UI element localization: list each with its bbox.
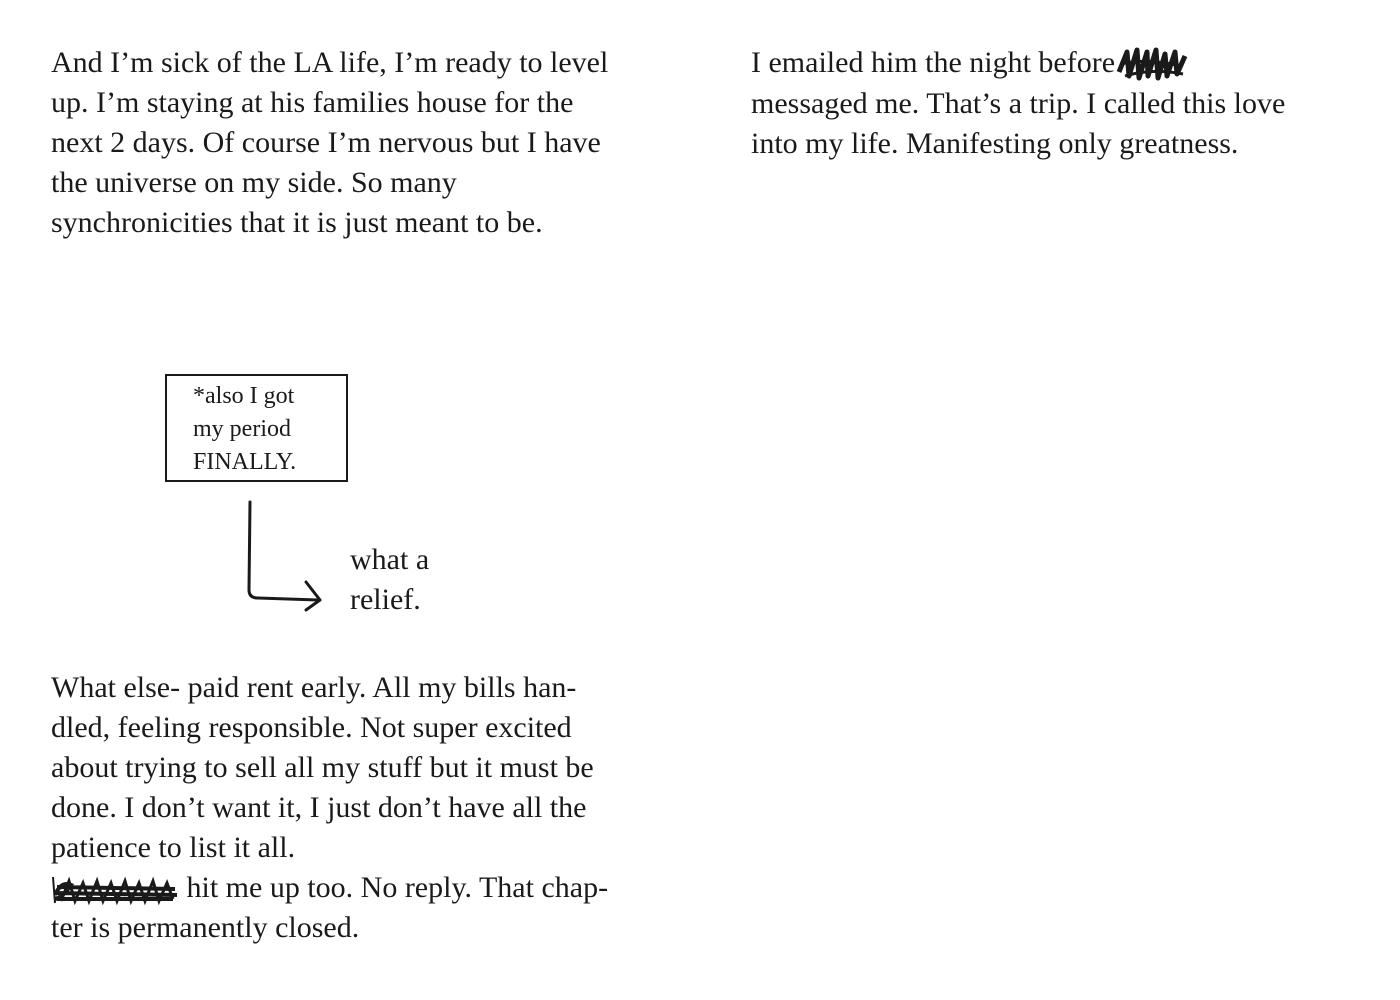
paragraph-la-life — [51, 43, 671, 243]
scribbled-out-word-icon — [1115, 46, 1189, 84]
text-segment: I emailed him the night before — [751, 46, 1116, 79]
text-line: the universe on my side. So many — [51, 166, 457, 199]
note-line: FINALLY. — [193, 449, 297, 475]
text-line: about trying to sell all my stuff but it must be — [51, 751, 594, 784]
text-line: done. I don’t want it, I just don’t have all the — [51, 791, 587, 824]
text-line: synchronicities that it is just meant to be. — [51, 206, 543, 239]
note-line: my period — [193, 416, 291, 442]
text-line: And I’m sick of the LA life, I’m ready to level — [51, 46, 609, 79]
text-line: What else- paid rent early. All my bills han- — [51, 671, 577, 704]
text-segment: hit me up too. No reply. That chap- — [179, 871, 609, 904]
paragraph-emailed-him — [751, 43, 1371, 164]
scribbled-out-name-icon — [51, 873, 179, 907]
margin-note-box — [165, 374, 348, 482]
relief-line: relief. — [350, 583, 421, 616]
text-line: into my life. Manifesting only greatness. — [751, 127, 1239, 161]
text-line: up. I’m staying at his families house for the — [51, 86, 574, 119]
paragraph-what-else — [51, 668, 671, 948]
relief-line: what a — [350, 543, 430, 576]
text-line: patience to list it all. — [51, 831, 296, 864]
bent-arrow-icon — [230, 498, 330, 617]
text-line: dled, feeling responsible. Not super excited — [51, 711, 572, 744]
text-line: messaged me. That’s a trip. I called this love — [751, 87, 1286, 121]
note-line: *also I got — [193, 383, 295, 409]
text-line — [751, 43, 1371, 84]
text-line: ter is permanently closed. — [51, 911, 360, 944]
text-line — [51, 868, 671, 908]
relief-note — [350, 540, 429, 620]
text-line: next 2 days. Of course I’m nervous but I have — [51, 126, 601, 159]
